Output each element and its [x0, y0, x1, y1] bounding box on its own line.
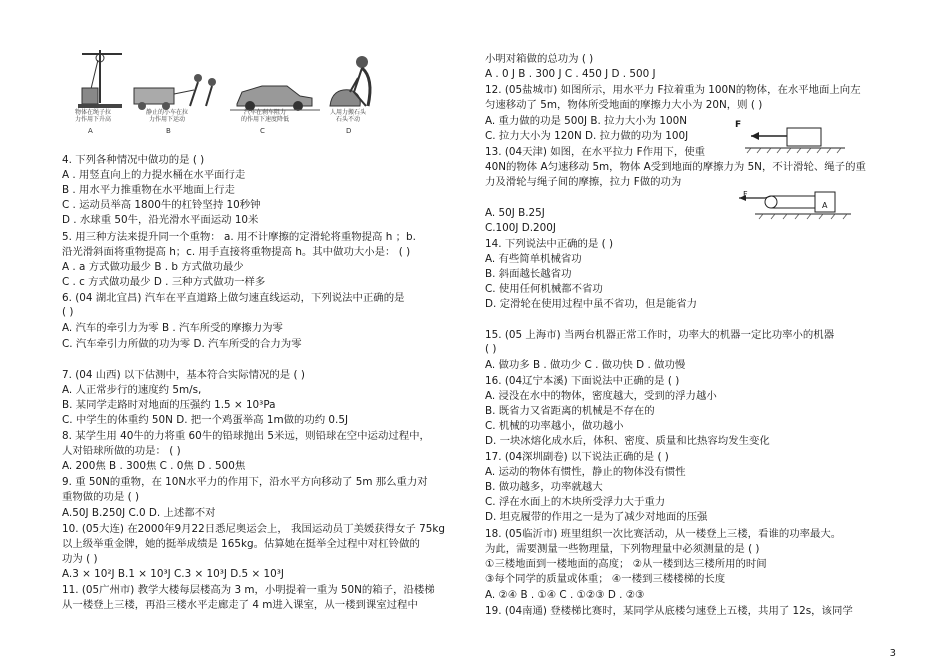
question-18-options: A. ②④ B . ①④ C . ①②③ D . ②③ [485, 589, 645, 601]
question-10-stem: 10. (05大连) 在2000年9月22日悉尼奥运会上， 我国运动员丁美媛获得女子 75kg [62, 523, 445, 535]
question-16-option-c: C. 机械的功率越小，做功越小 [485, 420, 624, 432]
question-8-options: A. 200焦 B . 300焦 C . 0焦 D . 500焦 [62, 460, 246, 472]
question-4-stem: 4. 下列各种情况中做功的是 ( ) [62, 154, 205, 166]
question-5-stem: 5. 用三种方法来提升同一个重物： a. 用不计摩擦的定滑轮将重物提高 h ；b. [62, 231, 416, 243]
question-7-options-cd: C. 中学生的体重约 50N D. 把一个鸡蛋举高 1m做的功约 0.5J [62, 414, 349, 426]
question-4-option-b: B . 用水平力推重物在水平地面上行走 [62, 184, 235, 196]
question-13-options-ab: A. 50J B.25J [485, 207, 545, 219]
question-9-stem: 9. 重 50N的重物，在 10N水平力的作用下，沿水平方向移动了 5m 那么重力对 [62, 476, 428, 488]
question-7-option-b: B. 某同学走路时对地面的压强约 1.5 × 10³Pa [62, 399, 276, 411]
question-12-stem-cont: 匀速移动了 5m，物体所受地面的摩擦力大小为 20N，则 ( ) [485, 99, 763, 111]
figure-q13-block-label: A [822, 201, 828, 210]
question-4-option-d: D . 水球重 50牛，沿光滑水平面运动 10米 [62, 214, 259, 226]
figure-label-c: C [260, 127, 265, 135]
question-5-options-cd: C . c 方式做功最少 D . 三种方式做功一样多 [62, 276, 266, 288]
question-5-options-ab: A . a 方式做功最少 B . b 方式做功最少 [62, 261, 244, 273]
question-10-options: A.3 × 10²J B.1 × 10³J C.3 × 10³J D.5 × 10³J [62, 568, 284, 580]
figure-caption-b: 静止的小车在拉 力作用下运动 [145, 109, 188, 123]
figure-a-lifting [78, 50, 122, 108]
question-15-bracket: ( ) [485, 343, 497, 355]
question-15-stem: 15. (05 上海市) 当两台机器正常工作时，功率大的机器一定比功率小的机器 [485, 329, 835, 341]
question-11-stem-cont: 从一楼登上三楼，再沿三楼水平走廊走了 4 m进入课室，从一楼到课室过程中 [62, 599, 418, 611]
question-11-stem: 11. (05广州市) 教学大楼每层楼高为 3 m，小明提着一重为 50N的箱子，沿楼梯 [62, 584, 435, 596]
question-18-stem-cont: 为此，需要测量一些物理量，下列物理量中必须测量的是 ( ) [485, 543, 760, 555]
question-18-items-12: ①三楼地面到一楼地面的高度； ②从一楼到达三楼所用的时间 [485, 558, 767, 570]
figure-q13-force-label: F [743, 190, 748, 199]
figure-q12-force-label: F [735, 120, 742, 130]
question-18-stem: 18. (05临沂市) 班里组织一次比赛活动，从一楼登上三楼，看谁的功率最大。 [485, 528, 842, 540]
question-7-option-a: A. 人正常步行的速度约 5m/s, [62, 384, 202, 396]
question-6-options-cd: C. 汽车牵引力所做的功为零 D. 汽车所受的合力为零 [62, 338, 302, 350]
question-17-option-d: D. 坦克履带的作用之一是为了减少对地面的压强 [485, 511, 708, 523]
question-17-option-b: B. 做功越多，功率就越大 [485, 481, 603, 493]
question-9-stem-cont: 重物做的功是 ( ) [62, 491, 140, 503]
question-6-options-ab: A. 汽车的牵引力为零 B . 汽车所受的摩擦力为零 [62, 322, 283, 334]
question-19-stem: 19. (04南通) 登楼梯比赛时，某同学从底楼匀速登上五楼，共用了 12s，该同学 [485, 605, 853, 617]
question-12-options-cd: C. 拉力大小为 120N D. 拉力做的功为 100J [485, 130, 689, 142]
question-13-stem-end: 力及滑轮与绳子间的摩擦，拉力 F做的功为 [485, 176, 682, 188]
figure-label-b: B [166, 127, 171, 135]
question-7-stem: 7. (04 山西) 以下估测中，基本符合实际情况的是 ( ) [62, 369, 305, 381]
question-11-stem-end: 小明对箱做的总功为 ( ) [485, 53, 594, 65]
question-14-stem: 14. 下列说法中正确的是 ( ) [485, 238, 614, 250]
question-10-stem-end: 功为 ( ) [62, 553, 98, 565]
question-17-stem: 17. (04深圳副卷) 以下说法正确的是 ( ) [485, 451, 669, 463]
question-6-stem: 6. (04 湖北宜昌) 汽车在平直道路上做匀速直线运动，下列说法中正确的是 [62, 292, 405, 304]
question-4-option-c: C . 运动员举高 1800牛的杠铃坚持 10秒钟 [62, 199, 261, 211]
figure-caption-a: 物体在绳子拉 力作用下升高 [74, 109, 111, 123]
question-15-options: A. 做功多 B . 做功少 C . 做功快 D . 做功慢 [485, 359, 686, 371]
question-4-option-a: A . 用竖直向上的力提水桶在水平面行走 [62, 169, 246, 181]
question-14-option-b: B. 斜面越长越省功 [485, 268, 572, 280]
question-16-option-d: D. 一块冰熔化成水后，体积、密度、质量和比热容均发生变化 [485, 435, 770, 447]
question-18-items-34: ③每个同学的质量或体重； ④一楼到三楼楼梯的长度 [485, 573, 726, 585]
question-10-stem-cont: 以上级举重金牌，她的挺举成绩是 165kg。估算她在挺举全过程中对杠铃做的 [62, 538, 420, 550]
question-13-stem-cont: 40N的物体 A匀速移动 5m，物体 A受到地面的摩擦力为 5N，不计滑轮、绳子的重 [485, 161, 866, 173]
question-5-stem-cont: 沿光滑斜面将重物提高 h；c. 用手直接将重物提高 h。其中做功大小是： ( ) [62, 246, 411, 258]
question-16-stem: 16. (04辽宁本溪) 下面说法中正确的是 ( ) [485, 375, 680, 387]
question-14-option-d: D. 定滑轮在使用过程中虽不省功，但是能省力 [485, 298, 698, 310]
question-12-options-ab: A. 重力做的功是 500J B. 拉力大小为 100N [485, 115, 687, 127]
figure-caption-d: 人用力搬石头 石头不动 [329, 109, 366, 123]
question-17-option-c: C. 浮在水面上的木块所受浮力大于重力 [485, 496, 666, 508]
figure-label-d: D [346, 127, 352, 135]
question-8-stem: 8. 某学生用 40牛的力将重 60牛的铅球抛出 5米远，则铅球在空中运动过程中， [62, 430, 430, 442]
figure-label-a: A [88, 127, 93, 135]
question-13-options-cd: C.100J D.200J [485, 222, 556, 234]
question-14-option-c: C. 使用任何机械都不省功 [485, 283, 603, 295]
question-12-stem: 12. (05盐城市) 如图所示，用水平力 F拉着重为 100N的物体，在水平地面上向左 [485, 84, 861, 96]
question-6-bracket: ( ) [62, 306, 74, 318]
figure-d-stone [330, 56, 370, 106]
question-13-stem: 13. (04天津) 如图，在水平拉力 F作用下，使重 [485, 146, 705, 158]
question-11-options: A . 0 J B . 300 J C . 450 J D . 500 J [485, 68, 656, 80]
question-16-option-b: B. 既省力又省距离的机械是不存在的 [485, 405, 655, 417]
question-17-option-a: A. 运动的物体有惯性，静止的物体没有惯性 [485, 466, 686, 478]
page-number: 3 [889, 648, 896, 659]
question-9-options: A.50J B.250J C.0 D. 上述都不对 [62, 507, 216, 519]
question-8-stem-cont: 人对铅球所做的功是： ( ) [62, 445, 181, 457]
figure-q13 [735, 188, 855, 222]
figure-q12 [741, 124, 851, 154]
figure-c-car [230, 86, 320, 111]
question-16-option-a: A. 浸没在水中的物体，密度越大，受到的浮力越小 [485, 390, 717, 402]
figure-caption-c: 汽车在刹车阻力 的作用下速度降低 [240, 109, 289, 123]
figure-b-cart [134, 74, 216, 110]
question-14-option-a: A. 有些简单机械省功 [485, 253, 582, 265]
